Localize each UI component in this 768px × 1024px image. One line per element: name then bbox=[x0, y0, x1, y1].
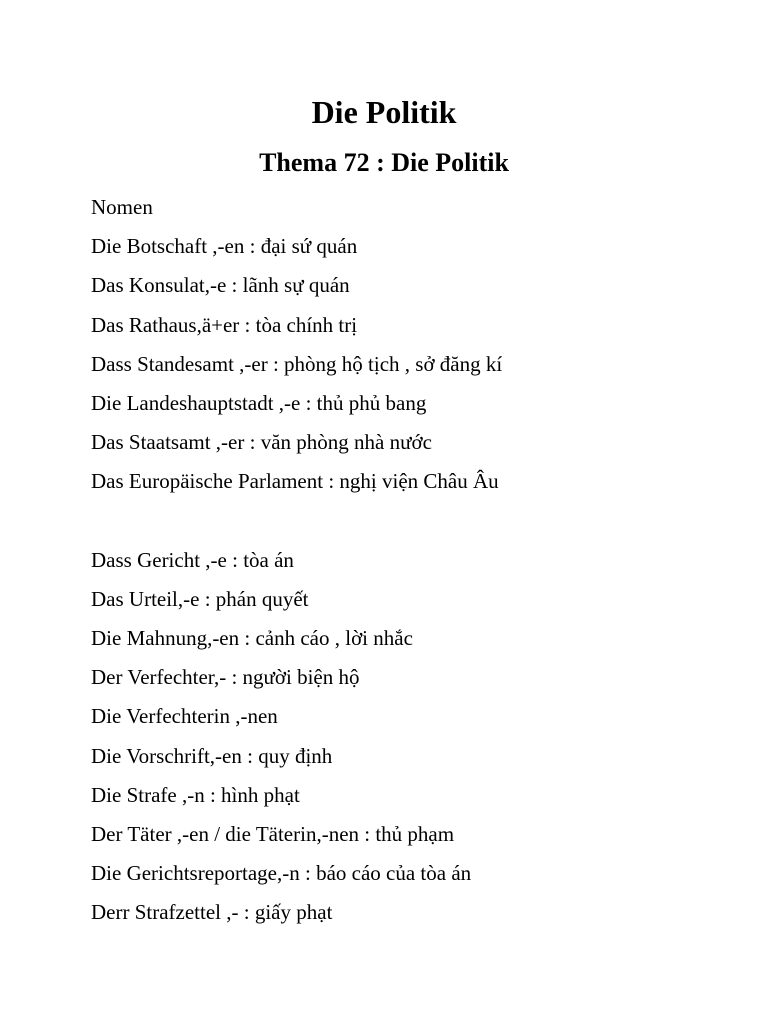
page-subtitle: Thema 72 : Die Politik bbox=[259, 148, 509, 177]
vocab-entry: Die Botschaft ,-en : đại sứ quán bbox=[91, 234, 358, 259]
vocabulary-list bbox=[91, 188, 731, 933]
vocab-entry: Die Mahnung,-en : cảnh cáo , lời nhắc bbox=[91, 626, 413, 651]
vocab-entry: Derr Strafzettel ,- : giấy phạt bbox=[91, 900, 333, 925]
vocab-entry: Der Verfechter,- : người biện hộ bbox=[91, 665, 360, 690]
vocab-entry: Dass Standesamt ,-er : phòng hộ tịch , sở đăng kí bbox=[91, 351, 503, 376]
vocab-entry: Das Urteil,-e : phán quyết bbox=[91, 586, 309, 611]
vocab-entry: Das Europäische Parlament : nghị viện Châu Âu bbox=[91, 469, 499, 494]
vocab-entry: Die Vorschrift,-en : quy định bbox=[91, 743, 333, 768]
page-title: Die Politik bbox=[311, 94, 457, 130]
vocab-entry: Die Strafe ,-n : hình phạt bbox=[91, 782, 300, 807]
vocab-entry: Das Rathaus,ä+er : tòa chính trị bbox=[91, 312, 358, 337]
vocab-entry: Das Konsulat,-e : lãnh sự quán bbox=[91, 273, 350, 298]
vocab-entry: Das Staatsamt ,-er : văn phòng nhà nước bbox=[91, 430, 432, 455]
vocab-entry: Die Verfechterin ,-nen bbox=[91, 704, 278, 729]
section-label: Nomen bbox=[91, 195, 153, 219]
vocab-entry: Die Gerichtsreportage,-n : báo cáo của tòa án bbox=[91, 861, 472, 886]
vocab-entry: Die Landeshauptstadt ,-e : thủ phủ bang bbox=[91, 390, 427, 415]
blank-line bbox=[91, 502, 731, 541]
vocab-entry: Der Täter ,-en / die Täterin,-nen : thủ phạm bbox=[91, 822, 455, 846]
vocab-entry: Dass Gericht ,-e : tòa án bbox=[91, 547, 294, 572]
